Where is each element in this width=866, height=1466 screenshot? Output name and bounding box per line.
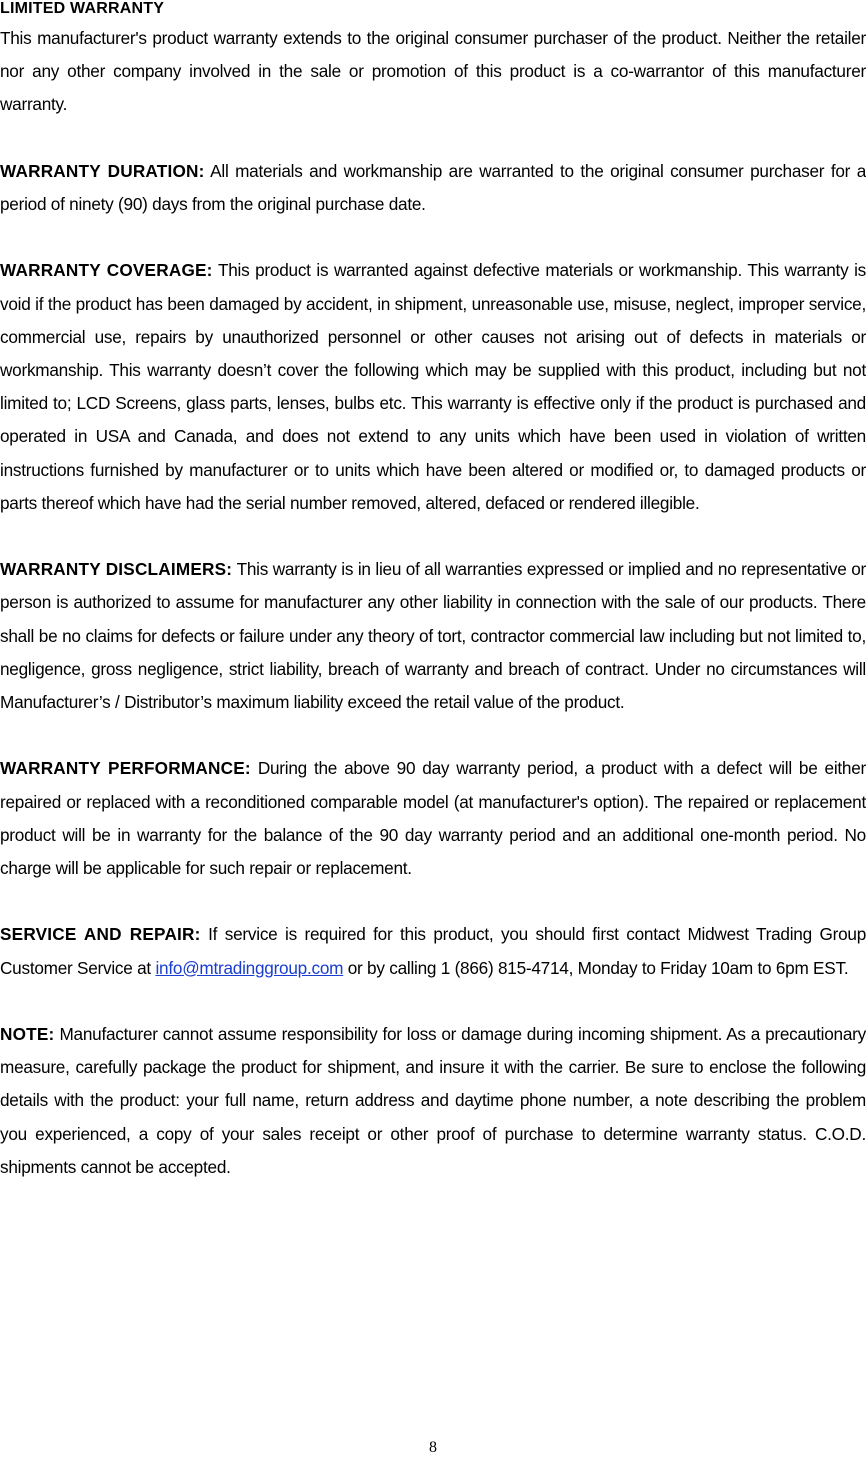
warranty-performance-text: During the above 90 day warranty period, a product with a defect will be either repaired or replaced with a reconditioned comparable model (at manufacturer's option). The repaired or replacement product will be in warranty for the balance of the 90 day warranty period and an additional one-month period. No charge will be applicable for such repair or replacement. xyxy=(0,758,866,879)
warranty-disclaimers-heading: WARRANTY DISCLAIMERS: xyxy=(0,559,233,580)
service-repair-section xyxy=(0,918,866,984)
warranty-duration-section xyxy=(0,155,866,221)
warranty-coverage-section xyxy=(0,254,866,520)
warranty-duration-text: All materials and workmanship are warranted to the original consumer purchaser for a period of ninety (90) days from the original purchase date. xyxy=(0,160,866,214)
warranty-performance-heading: WARRANTY PERFORMANCE: xyxy=(0,758,251,779)
intro-paragraph: This manufacturer's product warranty extends to the original consumer purchaser of the product. Neither the retailer nor any other company involved in the sale or promotion of this product is a co-warrantor of this manufacturer warranty. xyxy=(0,28,866,115)
warranty-disclaimers-text: This warranty is in lieu of all warranties expressed or implied and no representative or person is authorized to assume for manufacturer any other liability in connection with the sale of our products. There shall be no claims for defects or failure under any theory of tort, contractor commercial law including but not limited to, negligence, gross negligence, strict liability, breach of warranty and breach of contract. Under no circumstances will Manufacturer’s / Distributor’s maximum liability exceed the retail value of the product. xyxy=(0,559,866,713)
document-title: LIMITED WARRANTY xyxy=(0,0,165,17)
warranty-disclaimers-section xyxy=(0,553,866,719)
warranty-duration-heading: WARRANTY DURATION: xyxy=(0,160,205,181)
service-repair-text-after: or by calling 1 (866) 815-4714, Monday to Friday 10am to 6pm EST. xyxy=(347,957,849,978)
note-section xyxy=(0,1018,866,1184)
warranty-performance-section xyxy=(0,752,866,885)
warranty-coverage-heading: WARRANTY COVERAGE: xyxy=(0,260,213,281)
support-email-link[interactable]: info@mtradinggroup.com xyxy=(155,957,344,978)
page-number: 8 xyxy=(429,1439,437,1456)
note-text: Manufacturer cannot assume responsibility for loss or damage during incoming shipment. As a precautionary measure, carefully package the product for shipment, and insure it with the carrier. Be sure to enclose the following details with the product: your full name, return address and daytime phone number, a note describing the problem you experienced, a copy of your sales receipt or other proof of purchase to determine warranty status. C.O.D. shipments cannot be accepted. xyxy=(0,1024,866,1177)
note-heading: NOTE: xyxy=(0,1024,55,1044)
service-repair-text-before: If service is required for this product, you should first contact Midwest Trading Group Customer Service at xyxy=(0,924,866,978)
warranty-coverage-text: This product is warranted against defective materials or workmanship. This warranty is void if the product has been damaged by accident, in shipment, unreasonable use, misuse, neglect, improper service, commercial use, repairs by unauthorized personnel or other causes not arising out of defects in materials or workmanship. This warranty doesn’t cover the following which may be supplied with this product, including but not limited to; LCD Screens, glass parts, lenses, bulbs etc. This warranty is effective only if the product is purchased and operated in USA and Canada, and does not extend to any units which have been used in violation of written instructions furnished by manufacturer or to units which have been altered or modified or, to damaged products or parts thereof which have had the serial number removed, altered, defaced or rendered illegible. xyxy=(0,260,866,513)
service-repair-heading: SERVICE AND REPAIR: xyxy=(0,924,201,945)
